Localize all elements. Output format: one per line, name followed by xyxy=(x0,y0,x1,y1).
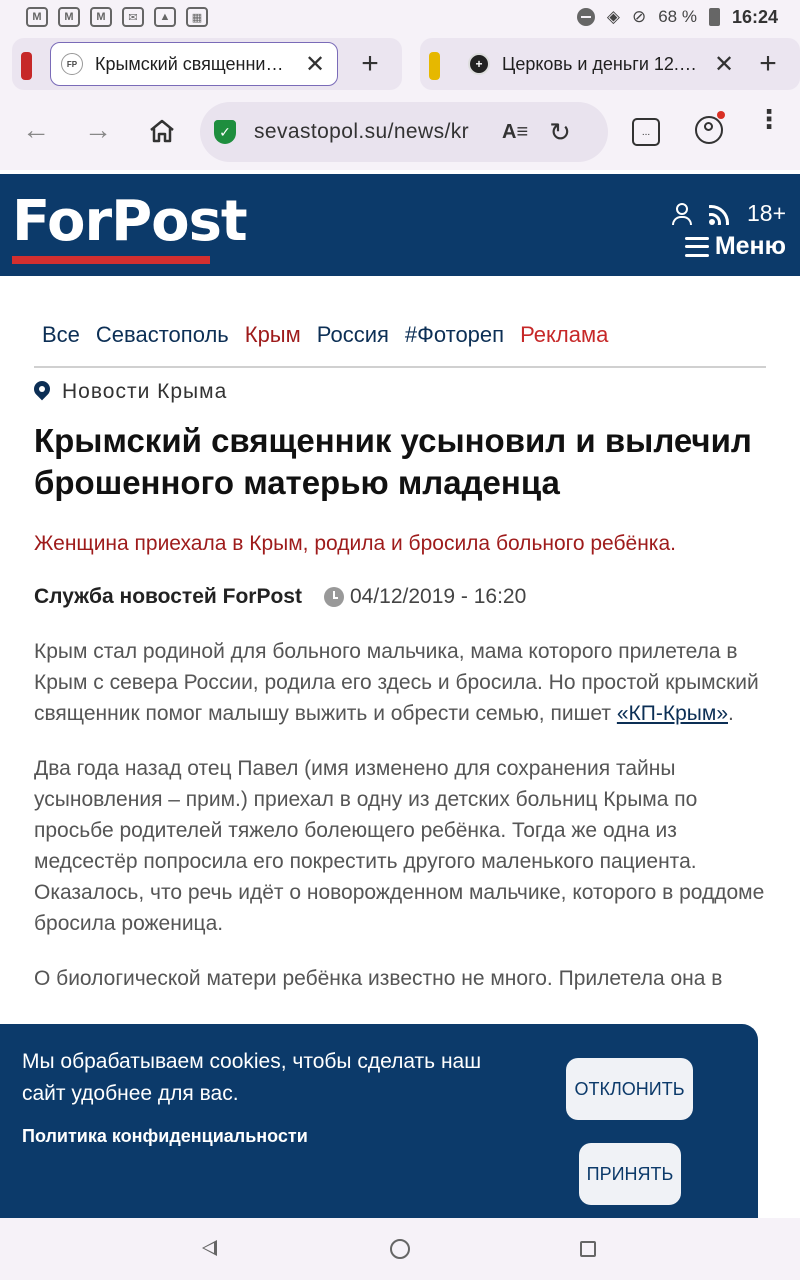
tabs-switcher-button[interactable]: ... xyxy=(632,118,660,146)
privacy-policy-link[interactable]: Политика конфиденциальности xyxy=(22,1126,308,1146)
calendar-icon: ▦ xyxy=(186,7,208,27)
nav-back-icon[interactable] xyxy=(202,1240,217,1256)
url-text[interactable]: sevastopol.su/news/kr xyxy=(254,120,469,143)
rss-icon[interactable] xyxy=(709,203,731,225)
app-notification-icon: M xyxy=(90,7,112,27)
category-russia[interactable]: Россия xyxy=(316,322,389,347)
tab-group-color-indicator[interactable] xyxy=(21,52,32,80)
rubric-label: Новости Крыма xyxy=(62,380,228,403)
source-link[interactable]: «КП-Крым» xyxy=(616,702,728,725)
nav-home-icon[interactable] xyxy=(390,1239,410,1259)
menu-label: Меню xyxy=(714,232,786,260)
header-actions xyxy=(671,200,786,227)
dnd-icon xyxy=(577,8,595,26)
category-nav xyxy=(34,318,766,368)
wifi-icon: ◈ xyxy=(606,7,620,26)
user-icon[interactable] xyxy=(671,203,693,225)
article-title: Крымский священник усыновил и вылечил брошенного матерью младенца xyxy=(34,422,752,501)
battery-percent: 68 % xyxy=(658,7,697,26)
decline-button[interactable]: ОТКЛОНИТЬ xyxy=(566,1058,693,1120)
category-crimea[interactable]: Крым xyxy=(244,322,301,347)
hamburger-icon xyxy=(685,237,709,257)
category-advertising[interactable]: Реклама xyxy=(520,322,609,347)
back-arrow-icon[interactable]: ← xyxy=(22,114,50,145)
clock-icon xyxy=(324,587,344,607)
location-pin-icon xyxy=(34,381,50,403)
article-subtitle: Женщина приехала в Крым, родила и бросила больного ребёнка. xyxy=(34,532,676,555)
logo-text: ForPost xyxy=(12,189,247,254)
new-tab-in-group-button[interactable]: + xyxy=(759,47,777,80)
status-bar xyxy=(0,0,800,34)
mail-icon: ✉ xyxy=(122,7,144,27)
article-date: 04/12/2019 - 16:20 xyxy=(349,585,527,608)
more-menu-icon[interactable]: ⋮ xyxy=(756,104,782,134)
notification-icons xyxy=(26,7,208,27)
category-sevastopol[interactable]: Севастополь xyxy=(95,322,229,347)
article-rubric[interactable] xyxy=(34,380,227,404)
tab-active[interactable] xyxy=(50,42,338,86)
cookie-message: Мы обрабатываем cookies, чтобы сделать наш сайт удобнее для вас. xyxy=(22,1050,482,1105)
battery-icon xyxy=(709,8,720,26)
address-bar[interactable] xyxy=(200,102,608,162)
paragraph-end: . xyxy=(728,702,734,725)
article-author: Служба новостей ForPost xyxy=(34,585,302,608)
home-icon[interactable] xyxy=(148,118,176,144)
accept-button[interactable]: ПРИНЯТЬ xyxy=(579,1143,681,1205)
close-tab-icon[interactable]: ✕ xyxy=(304,50,326,78)
profile-icon[interactable] xyxy=(695,116,723,144)
tab-group-red xyxy=(12,38,402,90)
tab-group-color-indicator[interactable] xyxy=(429,52,440,80)
system-navigation-bar xyxy=(0,1218,800,1280)
cookie-banner xyxy=(0,1024,758,1220)
app-notification-icon: M xyxy=(58,7,80,27)
app-notification-icon: M xyxy=(26,7,48,27)
menu-button[interactable] xyxy=(685,232,786,261)
article-paragraph: О биологической матери ребёнка известно не много. Прилетела она в xyxy=(34,967,723,990)
no-sim-icon: ⊘ xyxy=(631,7,647,26)
article-body xyxy=(34,636,774,1018)
tab-inactive[interactable] xyxy=(458,42,746,86)
image-icon: ▲ xyxy=(154,7,176,27)
secure-shield-icon[interactable]: ✓ xyxy=(214,120,236,144)
category-photoreport[interactable]: #Фотореп xyxy=(404,322,505,347)
tab-group-yellow xyxy=(420,38,800,90)
age-rating: 18+ xyxy=(746,200,786,226)
close-tab-icon[interactable]: ✕ xyxy=(713,50,735,78)
browser-toolbar xyxy=(0,96,800,170)
article-paragraph: Два года назад отец Павел (имя изменено для сохранения тайны усыновления – прим.) приехал в одну из детских больниц Крыма по просьбе родителей тяжело болеющего ребёнка. Тогда же одна из медсестёр попросила его покрестить другого маленького пациента. Оказалось, что речь идёт о новорожденном мальчике, которого в роддоме бросила роженица. xyxy=(34,757,765,935)
clock-time: 16:24 xyxy=(731,6,778,27)
forward-arrow-icon[interactable]: → xyxy=(84,114,112,145)
forpost-logo[interactable] xyxy=(12,190,247,264)
reload-icon[interactable]: ↻ xyxy=(549,116,571,147)
paragraph-text: Крым стал родиной для больного мальчика, мама которого прилетела в Крым с севера России, родила его здесь и бросила. Но простой крымский священник помог малышу выжить и обрести семью, пишет xyxy=(34,640,759,725)
site-favicon-icon: + xyxy=(468,53,490,75)
logo-underline xyxy=(12,256,210,264)
tab-title: Крымский священни… xyxy=(95,53,284,74)
category-all[interactable]: Все xyxy=(42,322,80,347)
browser-tab-strip xyxy=(0,34,800,96)
site-header xyxy=(0,174,800,276)
tab-title: Церковь и деньги 12.… xyxy=(502,53,697,74)
forpost-favicon-icon: FP xyxy=(61,53,83,75)
article-meta xyxy=(34,585,526,609)
system-status xyxy=(577,7,778,28)
new-tab-in-group-button[interactable]: + xyxy=(361,47,379,80)
notification-dot xyxy=(717,111,725,119)
translate-icon[interactable]: A≡ xyxy=(502,120,529,143)
nav-recents-icon[interactable] xyxy=(580,1241,596,1257)
article-paragraph xyxy=(34,636,774,729)
